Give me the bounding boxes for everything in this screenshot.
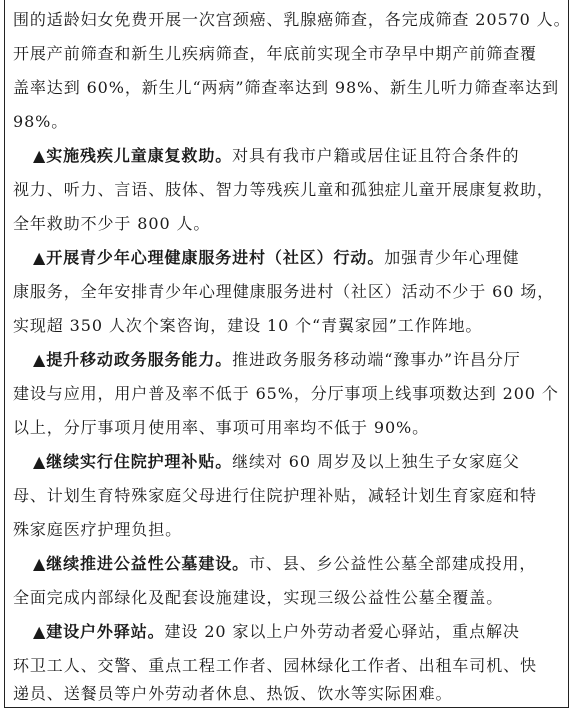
section-text: 建设 20 家以上户外劳动者爱心驿站，重点解决 [164,622,520,641]
triangle-marker-icon: ▲ [33,146,47,165]
section-first-line [5,248,519,268]
text-frame [4,0,569,708]
triangle-marker-icon: ▲ [33,248,47,267]
text-line: 全面完成内部绿化及配套设施建设，实现三级公益性公墓全覆盖。 [13,588,504,607]
section-first-line [5,622,520,642]
triangle-marker-icon: ▲ [33,452,47,471]
text-line: 实现超 350 人次个案咨询，建设 10 个“青翼家园”工作阵地。 [13,316,483,335]
section-first-line [5,554,536,574]
triangle-marker-icon: ▲ [33,554,47,573]
section-text: 对具有我市户籍或居住证且符合条件的 [232,146,520,165]
text-line: 98%。 [13,112,69,131]
text-line: 全年救助不少于 800 人。 [13,214,211,233]
section-heading: 实施残疾儿童康复救助。 [46,146,233,165]
text-line: 开展产前筛查和新生儿疾病筛查，年底前实现全市孕早中期产前筛查覆 [13,44,537,63]
text-line: 母、计划生育特殊家庭父母进行住院护理补贴，减轻计划生育家庭和特 [13,486,537,505]
text-line: 围的适龄妇女免费开展一次宫颈癌、乳腺癌筛查，各完成筛查 20570 人。 [13,10,571,29]
triangle-marker-icon: ▲ [33,622,47,641]
section-heading: 建设户外驿站。 [46,622,165,641]
section-heading: 开展青少年心理健康服务进村（社区）行动。 [46,248,385,267]
text-line: 递员、送餐员等户外劳动者休息、热饭、饮水等实际困难。 [13,684,453,703]
text-line: 殊家庭医疗护理负担。 [13,520,183,539]
text-line: 视力、听力、言语、肢体、智力等残疾儿童和孤独症儿童开展康复救助， [13,180,554,199]
text-line: 环卫工人、交警、重点工程工作者、园林绿化工作者、出租车司机、快 [13,656,537,675]
section-heading: 提升移动政务服务能力。 [46,350,233,369]
section-first-line [5,350,521,370]
section-heading: 继续推进公益性公墓建设。 [46,554,250,573]
text-line: 康服务，全年安排青少年心理健康服务进村（社区）活动不少于 60 场， [13,282,555,301]
section-first-line [5,452,520,472]
section-text: 继续对 60 周岁及以上独生子女家庭父 [232,452,520,471]
text-line: 以上，分厅事项月使用率、事项可用率均不低于 90%。 [13,418,430,437]
text-line: 盖率达到 60%，新生儿“两病”筛查率达到 98%、新生儿听力筛查率达到 [13,78,560,97]
section-first-line [5,146,519,166]
triangle-marker-icon: ▲ [33,350,47,369]
section-text: 加强青少年心理健 [384,248,520,267]
section-text: 推进政务服务移动端“豫事办”许昌分厅 [232,350,521,369]
section-heading: 继续实行住院护理补贴。 [46,452,233,471]
section-text: 市、县、乡公益性公墓全部建成投用， [249,554,537,573]
text-line: 建设与应用，用户普及率不低于 65%，分厅事项上线事项数达到 200 个 [13,384,559,403]
